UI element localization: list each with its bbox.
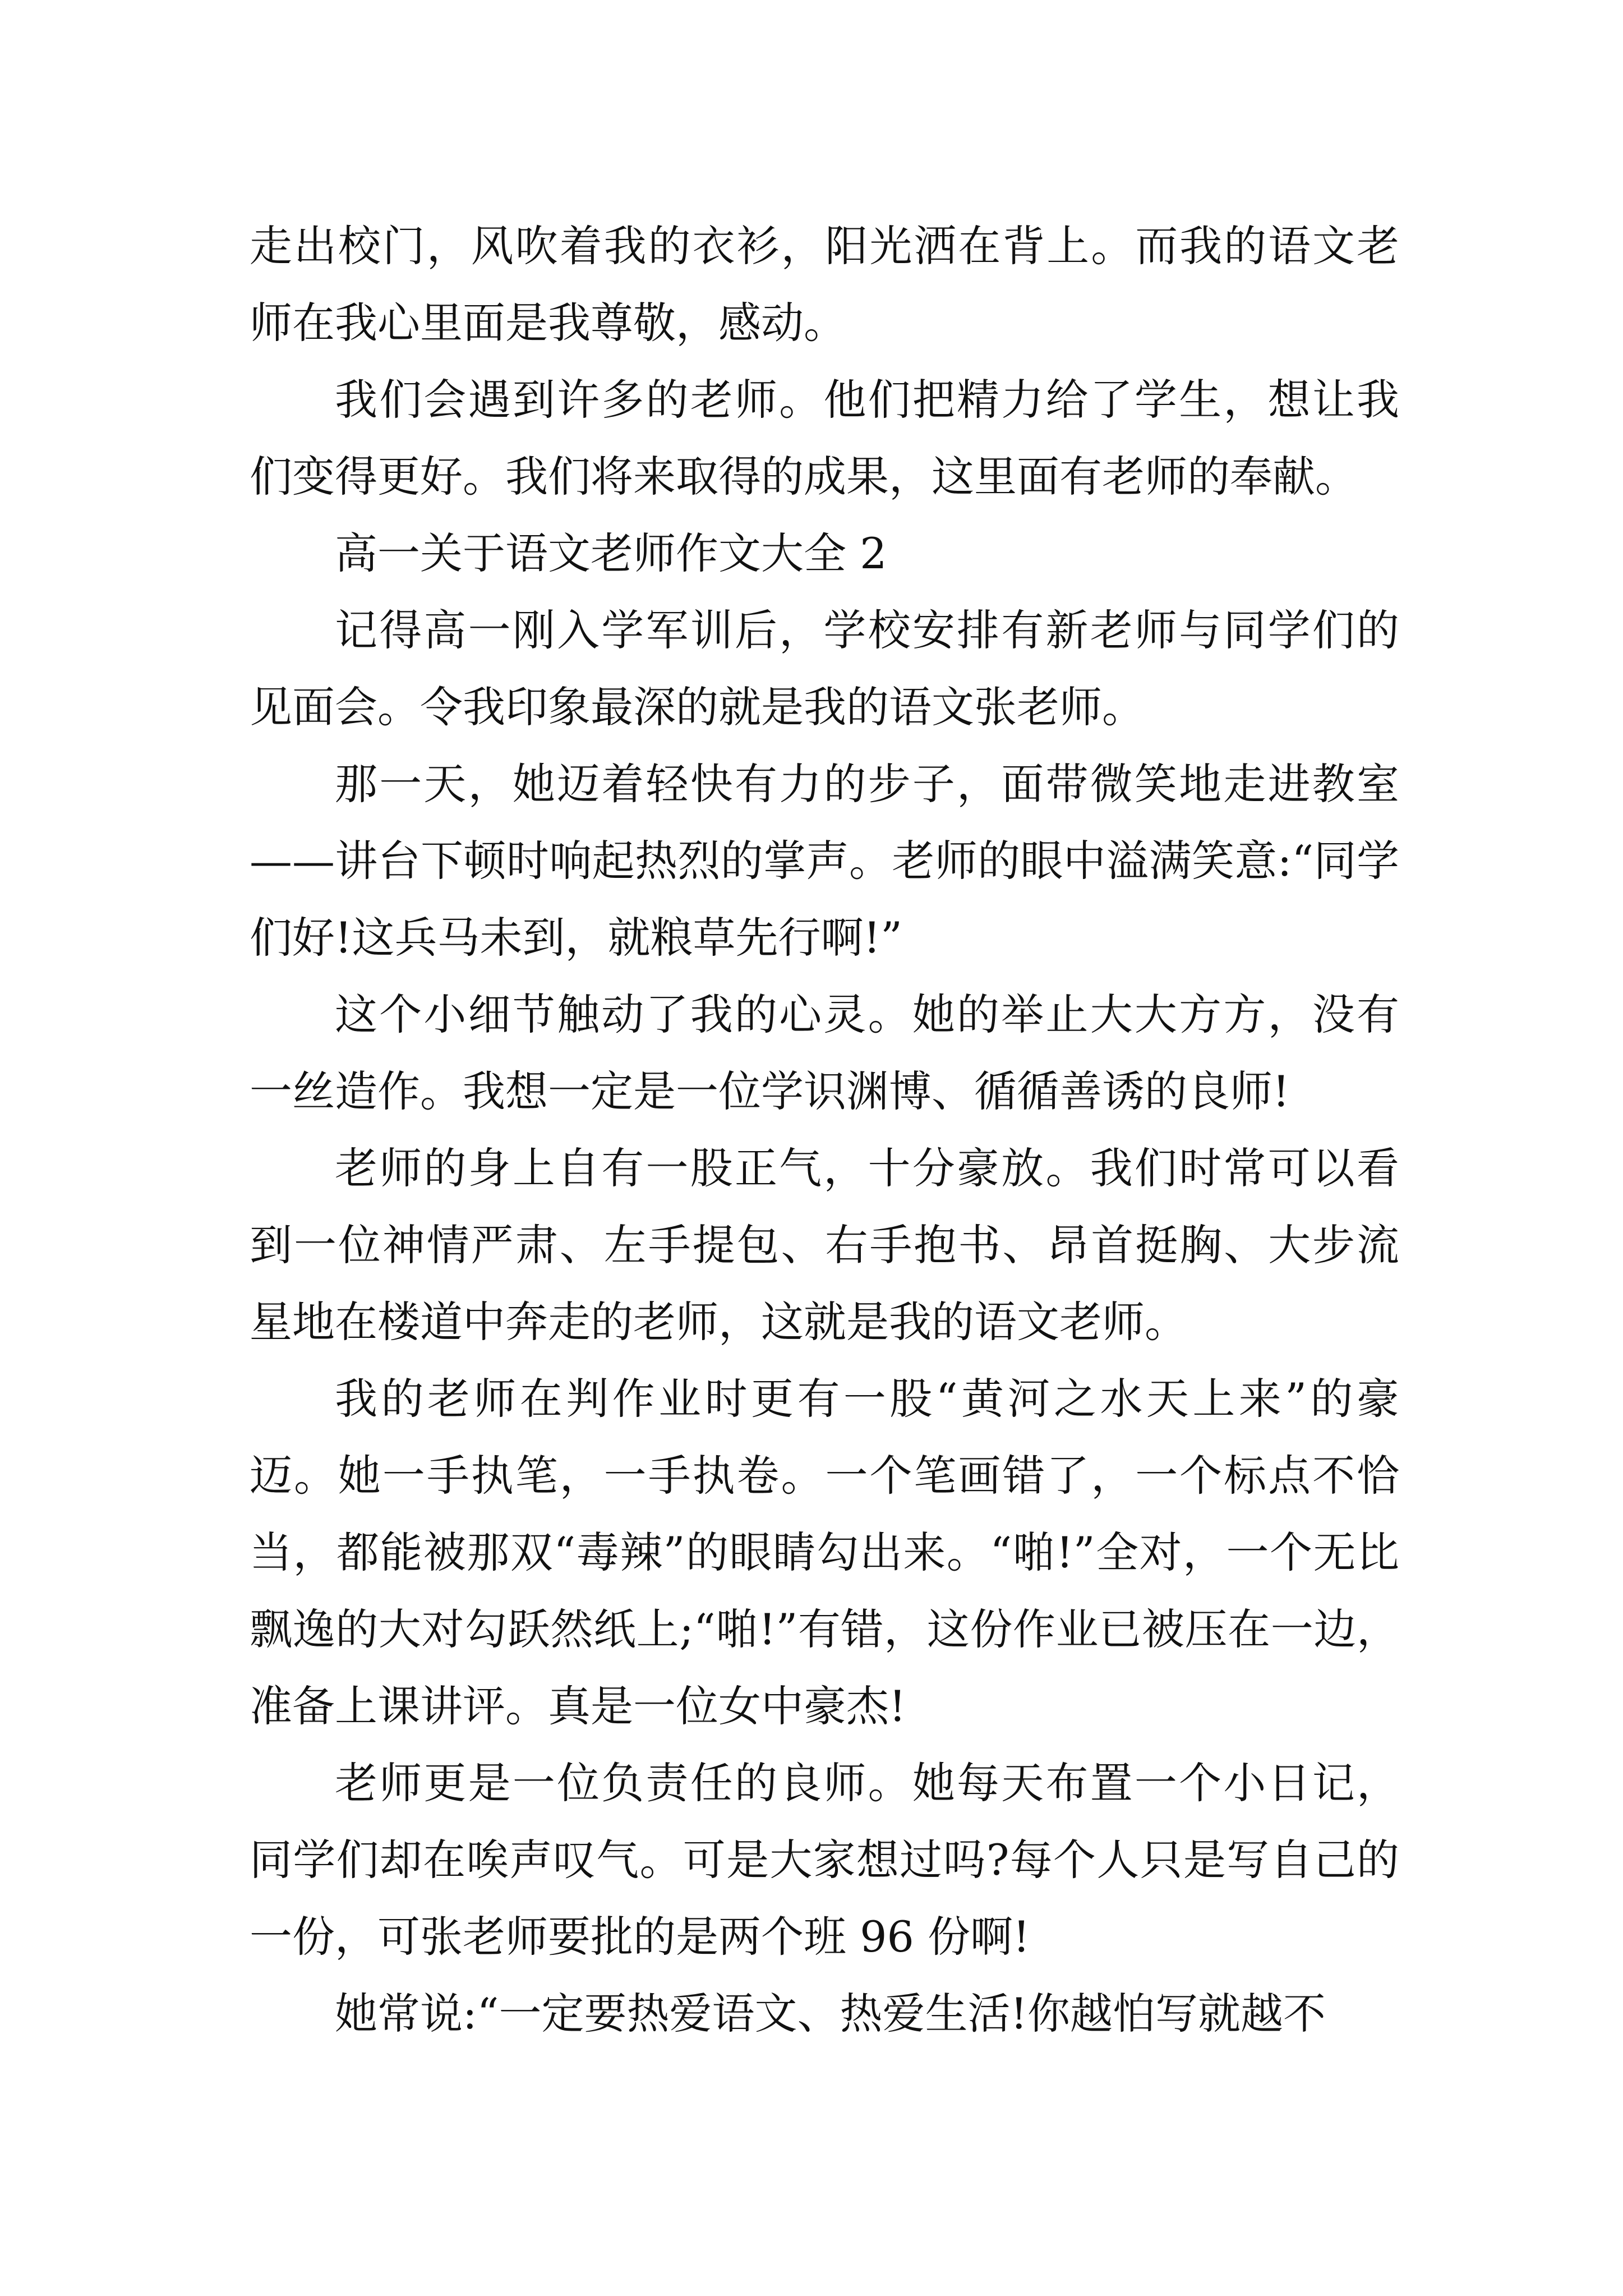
document-body	[250, 208, 1399, 2052]
paragraph-8: 老师更是一位负责任的良师。她每天布置一个小日记，同学们却在唉声叹气。可是大家想过吗?每个人只是写自己的一份，可张老师要批的是两个班 96 份啊!	[250, 1758, 1399, 1962]
paragraph-2: 我们会遇到许多的老师。他们把精力给了学生，想让我们变得更好。我们将来取得的成果，这里面有老师的奉献。	[250, 375, 1399, 501]
section-heading: 高一关于语文老师作文大全 2	[335, 528, 887, 578]
paragraph-4: 那一天，她迈着轻快有力的步子，面带微笑地走进教室——讲台下顿时响起热烈的掌声。老师的眼中溢满笑意:“同学们好!这兵马未到，就粮草先行啊!”	[250, 759, 1399, 963]
paragraph-7: 我的老师在判作业时更有一股“黄河之水天上来”的豪迈。她一手执笔，一手执卷。一个笔画错了，一个标点不恰当，都能被那双“毒辣”的眼睛勾出来。“啪!”全对，一个无比飘逸的大对勾跃然纸上;“啪!”有错，这份作业已被压在一边，准备上课讲评。真是一位女中豪杰!	[250, 1374, 1399, 1731]
paragraph-3: 记得高一刚入学军训后，学校安排有新老师与同学们的见面会。令我印象最深的就是我的语文张老师。	[250, 605, 1399, 732]
paragraph-5: 这个小细节触动了我的心灵。她的举止大大方方，没有一丝造作。我想一定是一位学识渊博、循循善诱的良师!	[250, 990, 1399, 1116]
paragraph-1: 走出校门，风吹着我的衣衫，阳光洒在背上。而我的语文老师在我心里面是我尊敬，感动。	[250, 221, 1399, 348]
paragraph-6: 老师的身上自有一股正气，十分豪放。我们时常可以看到一位神情严肃、左手提包、右手抱书、昂首挺胸、大步流星地在楼道中奔走的老师，这就是我的语文老师。	[250, 1143, 1399, 1347]
paragraph-9: 她常说:“一定要热爱语文、热爱生活!你越怕写就越不	[335, 1989, 1326, 2039]
